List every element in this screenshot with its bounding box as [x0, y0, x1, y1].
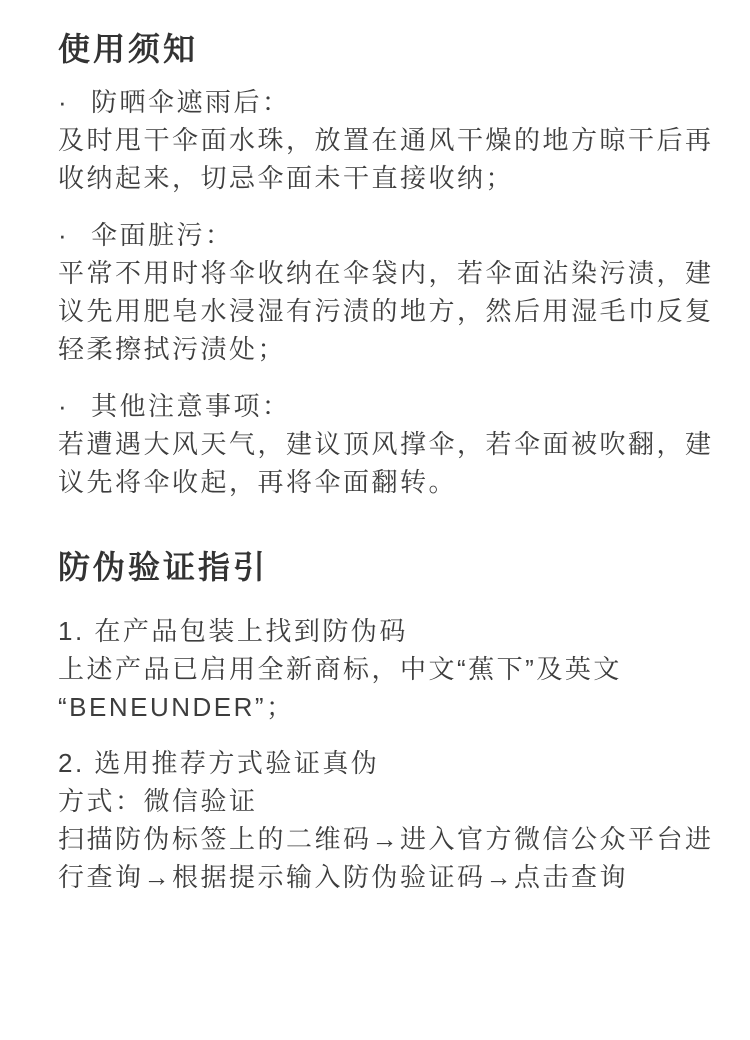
notice-heading-row: [58, 216, 720, 254]
notice-heading: 伞面脏污：: [91, 220, 234, 250]
notice-heading: 防晒伞遮雨后：: [91, 87, 291, 117]
verification-text-line: 2. 选用推荐方式验证真伪: [58, 748, 380, 778]
notice-heading: 其他注意事项：: [91, 391, 291, 421]
verification-text-line: 上述产品已启用全新商标，中文“蕉下”及英文: [58, 654, 622, 684]
notice-group-dirty-canopy: [58, 216, 720, 368]
anti-counterfeit-title: 防伪验证指引: [58, 549, 269, 585]
bullet-dot-icon: ·: [58, 220, 67, 250]
notice-text-line: 及时甩干伞面水珠，放置在通风干燥的地方晾干后再: [58, 125, 714, 155]
anti-counterfeit-section: [58, 545, 720, 896]
notice-text-line: 平常不用时将伞收纳在伞袋内，若伞面沾染污渍，建: [58, 258, 714, 288]
notice-heading-row: [58, 83, 720, 121]
verification-step-find-code: [58, 612, 720, 726]
notice-text-line: 收纳起来，切忌伞面未干直接收纳；: [58, 163, 515, 193]
verification-text-line: 1. 在产品包装上找到防伪码: [58, 616, 408, 646]
notice-group-other: [58, 387, 720, 501]
notice-group-after-rain: [58, 83, 720, 197]
notice-text-line: 议先将伞收起，再将伞面翻转。: [58, 467, 458, 497]
verification-text-line: 行查询→根据提示输入防伪验证码→点击查询: [58, 862, 629, 892]
bullet-dot-icon: ·: [58, 391, 67, 421]
notice-text-line: 议先用肥皂水浸湿有污渍的地方，然后用湿毛巾反复: [58, 296, 714, 326]
notice-text-line: 若遭遇大风天气，建议顶风撑伞，若伞面被吹翻，建: [58, 429, 714, 459]
notice-text-line: 轻柔擦拭污渍处；: [58, 334, 287, 364]
verification-text-line: 方式：微信验证: [58, 786, 258, 816]
usage-notice-section: [58, 27, 720, 501]
verification-step-wechat: [58, 744, 720, 896]
usage-notice-title: 使用须知: [58, 31, 199, 67]
verification-text-line: “BENEUNDER”；: [58, 692, 295, 722]
notice-heading-row: [58, 387, 720, 425]
bullet-dot-icon: ·: [58, 87, 67, 117]
verification-text-line: 扫描防伪标签上的二维码→进入官方微信公众平台进: [58, 824, 714, 854]
